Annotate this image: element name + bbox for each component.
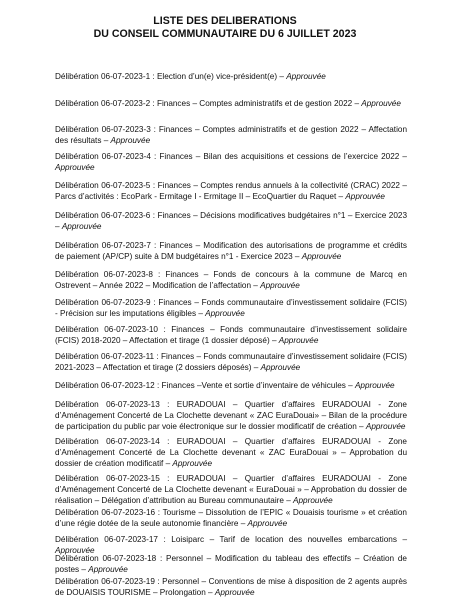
deliberation-item bbox=[55, 210, 407, 232]
deliberation-text: Délibération 06-07-2023-14 : EURADOUAI – Quartier d’affaires EURADOUAI - Zone d’Aménagement Concerté de La Clochette devenant « ZAC EuraDouai » – Approbation du dossier de création modificatif – bbox=[55, 437, 407, 469]
deliberation-item bbox=[55, 240, 407, 262]
deliberation-status: Approuvée bbox=[293, 496, 333, 506]
deliberation-item bbox=[55, 351, 407, 373]
document-title-line1: LISTE DES DELIBERATIONS bbox=[153, 15, 297, 27]
deliberation-status: Approuvée bbox=[361, 99, 401, 108]
deliberation-item bbox=[55, 380, 407, 391]
deliberation-status: Approuvée bbox=[260, 281, 300, 291]
deliberation-status: Approuvée bbox=[88, 565, 128, 575]
deliberation-text: Délibération 06-07-2023-15 : EURADOUAI – Quartier d’affaires EURADOUAI - Zone d’Aménagement Concerté de La Clochette devenant « EuraDouai » – Approbation du dossier de réalisation – Délégation d’attribution au Bureau communautaire – bbox=[55, 474, 407, 506]
deliberation-text: Délibération 06-07-2023-8 : Finances – Fonds de concours à la commune de Marcq en Ostrevent – Année 2022 – Modification de l’affectation – bbox=[55, 270, 407, 291]
deliberation-status: Approuvée bbox=[354, 381, 395, 390]
deliberation-text: Délibération 06-07-2023-17 : Loisiparc – Tarif de location des nouvelles embarcations – bbox=[55, 535, 407, 544]
document-title-line2: DU CONSEIL COMMUNAUTAIRE DU 6 JUILLET 2023 bbox=[93, 28, 357, 40]
deliberation-status: Approuvée bbox=[61, 222, 102, 232]
deliberation-item bbox=[55, 98, 407, 109]
deliberation-text: Délibération 06-07-2023-5 : Finances – Comptes rendus annuels à la collectivité (CRAC) 2022 – Parcs d’activités : EcoPark - Ermitage I - Ermitage II – EcoQuartier du Raquet – bbox=[55, 181, 407, 202]
deliberation-status: Approuvée bbox=[214, 588, 255, 598]
deliberation-status: Approuvée bbox=[172, 459, 213, 469]
deliberation-status: Approuvée bbox=[365, 422, 406, 432]
deliberation-item bbox=[55, 399, 407, 433]
deliberation-text: Délibération 06-07-2023-18 : Personnel – Modification du tableau des effectifs – Création de postes – bbox=[55, 554, 407, 575]
deliberation-status: Approuvée bbox=[286, 72, 326, 81]
deliberation-item bbox=[55, 269, 407, 291]
deliberation-item bbox=[55, 473, 407, 507]
deliberation-text: Délibération 06-07-2023-11 : Finances – Fonds communautaire d’investissement solidaire (FCIS) 2021-2023 – Affectation et tirage (2 dossiers déposés) – bbox=[55, 352, 407, 373]
deliberation-status: Approuvée bbox=[110, 136, 151, 146]
deliberation-text: Délibération 06-07-2023-10 : Finances – Fonds communautaire d’investissement solidaire (FCIS) 2018-2020 – Affectation et tirage (1 dossier déposé) – bbox=[55, 325, 407, 346]
deliberation-status: Approuvée bbox=[247, 519, 288, 529]
deliberation-status: Approuvée bbox=[55, 546, 95, 556]
deliberation-text: Délibération 06-07-2023-1 : Election d’un(e) vice-président(e) – bbox=[55, 72, 287, 81]
deliberation-status: Approuvée bbox=[345, 192, 385, 202]
deliberation-item bbox=[55, 124, 407, 146]
deliberation-text: Délibération 06-07-2023-13 : EURADOUAI – Quartier d’affaires EURADOUAI - Zone d’Aménagement Concerté de La Clochette devenant « ZAC EuraDouai» – Bilan de la procédure de participation du public par voie électronique sur le dossier modificatif de création – bbox=[55, 400, 407, 432]
deliberation-status: Approuvée bbox=[55, 163, 95, 173]
deliberation-text: Délibération 06-07-2023-7 : Finances – Modification des autorisations de programme et crédits de paiement (AP/CP) suite à DM budgétaires n°1 - Exercice 2023 – bbox=[55, 241, 407, 262]
deliberation-text: Délibération 06-07-2023-2 : Finances – Comptes administratifs et de gestion 2022 – bbox=[55, 99, 362, 108]
deliberation-status: Approuvée bbox=[260, 363, 301, 373]
deliberation-status: Approuvée bbox=[205, 309, 245, 319]
deliberation-text: Délibération 06-07-2023-19 : Personnel – Conventions de mise à disposition de 2 agents auprès de DOUAISIS TOURISME – Prolongation – bbox=[55, 577, 407, 598]
deliberation-item bbox=[55, 553, 407, 575]
deliberation-item bbox=[55, 436, 407, 470]
deliberation-item bbox=[55, 324, 407, 346]
deliberation-item bbox=[55, 297, 407, 319]
deliberation-item bbox=[55, 507, 407, 529]
deliberation-text: Délibération 06-07-2023-9 : Finances – Fonds communautaire d’investissement solidaire (FCIS) - Précision sur les imputations éligibles – bbox=[55, 298, 407, 319]
deliberation-text: Délibération 06-07-2023-3 : Finances – Comptes administratifs et de gestion 2022 – Affectation des résultats – bbox=[55, 125, 407, 146]
deliberation-item bbox=[55, 576, 407, 598]
deliberation-status: Approuvée bbox=[278, 336, 319, 346]
deliberation-item bbox=[55, 71, 407, 82]
deliberation-text: Délibération 06-07-2023-4 : Finances – Bilan des acquisitions et cessions de l’exercice 2022 – bbox=[55, 152, 407, 161]
deliberation-item bbox=[55, 151, 407, 173]
deliberation-text: Délibération 06-07-2023-6 : Finances – Décisions modificatives budgétaires n°1 – Exercice 2023 – bbox=[55, 211, 407, 232]
deliberation-item bbox=[55, 180, 407, 202]
deliberation-text: Délibération 06-07-2023-12 : Finances –Vente et sortie d’inventaire de véhicules – bbox=[55, 381, 355, 390]
deliberation-status: Approuvée bbox=[301, 252, 342, 262]
deliberation-text: Délibération 06-07-2023-16 : Tourisme – Dissolution de l’EPIC « Douaisis tourisme » et création d’une régie dotée de la seule autonomie financière – bbox=[55, 508, 407, 529]
